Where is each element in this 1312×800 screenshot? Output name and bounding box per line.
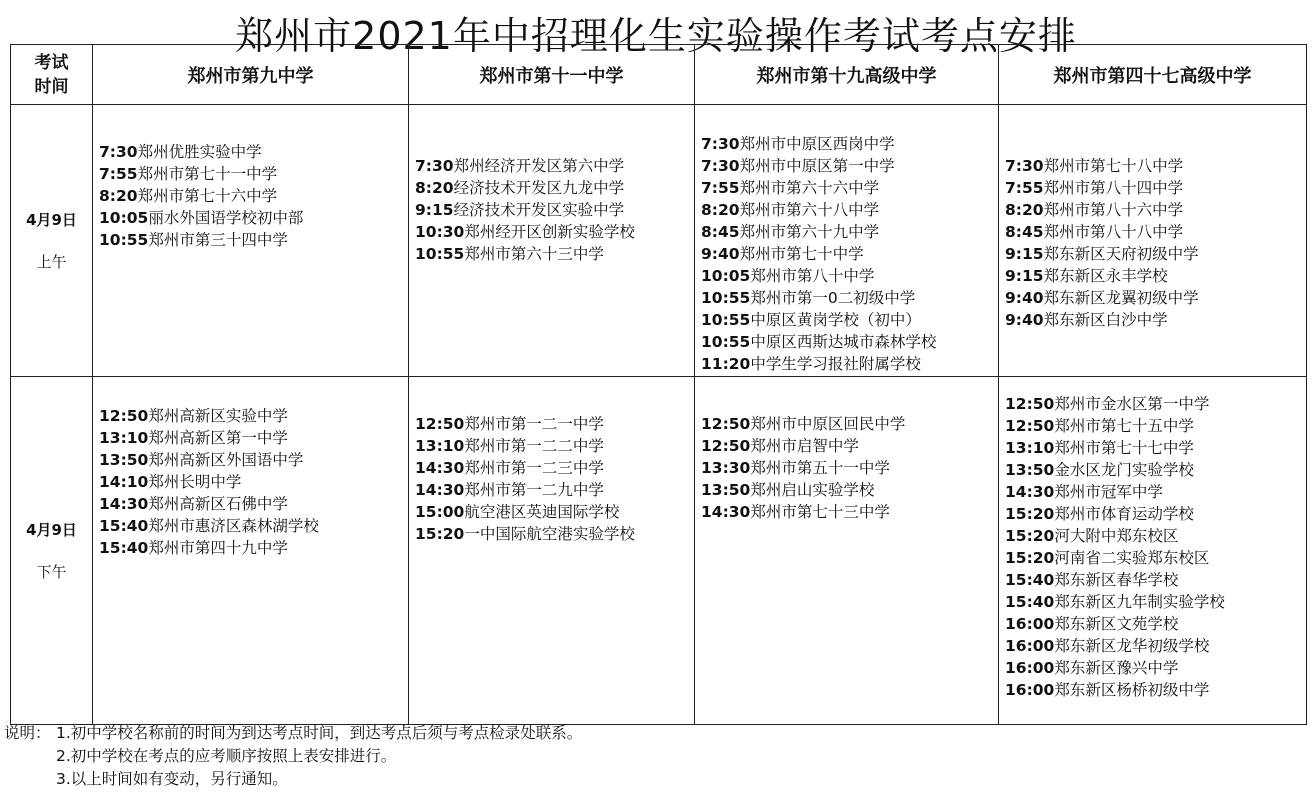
- arrival-time: 16:00: [1005, 659, 1055, 677]
- arrival-time: 10:30: [415, 223, 465, 241]
- arrival-time: 8:20: [415, 179, 454, 197]
- slot-cell: [999, 377, 1307, 725]
- notes-section: [4, 722, 1304, 791]
- afternoon-row: [11, 377, 1307, 725]
- school-name: 郑州经开区创新实验学校: [464, 223, 635, 241]
- slot-item: [701, 199, 992, 221]
- arrival-time: 9:40: [1005, 311, 1044, 329]
- arrival-time: 7:30: [1005, 157, 1044, 175]
- arrival-time: 7:55: [701, 179, 740, 197]
- slot-item: [1005, 657, 1300, 679]
- slot-item: [701, 479, 992, 501]
- slot-item: [701, 331, 992, 353]
- school-name: 航空港区英迪国际学校: [464, 503, 620, 521]
- slot-item: [701, 309, 992, 331]
- arrival-time: 15:20: [415, 525, 465, 543]
- school-name: 郑州市第五十一中学: [750, 459, 890, 477]
- slot-item: [415, 523, 688, 545]
- slot-list: [409, 105, 694, 265]
- slot-item: [99, 537, 402, 559]
- slot-item: [99, 141, 402, 163]
- school-name: 中学生学习报社附属学校: [750, 355, 921, 373]
- slot-item: [1005, 155, 1300, 177]
- school-name: 郑州市第六十六中学: [739, 179, 880, 197]
- slot-item: [415, 457, 688, 479]
- slot-item: [99, 229, 402, 251]
- slot-item: [701, 353, 992, 375]
- school-name: 郑州市中原区西岗中学: [739, 135, 895, 153]
- arrival-time: 15:40: [99, 517, 149, 535]
- school-name: 河大附中郑东校区: [1054, 527, 1179, 545]
- slot-cell: [93, 377, 409, 725]
- schedule-table: [10, 44, 1307, 725]
- slot-item: [1005, 437, 1300, 459]
- arrival-time: 15:00: [415, 503, 465, 521]
- morning-row: [11, 105, 1307, 377]
- school-name: 郑州市第七十五中学: [1054, 417, 1194, 435]
- school-name: 郑州市第一0二初级中学: [750, 289, 916, 307]
- school-name: 郑州市第八十四中学: [1043, 179, 1184, 197]
- arrival-time: 12:50: [1005, 395, 1055, 413]
- slot-item: [701, 155, 992, 177]
- slot-item: [1005, 481, 1300, 503]
- slot-item: [415, 479, 688, 501]
- school-name: 郑州市第八十八中学: [1043, 223, 1184, 241]
- school-name: 郑州市中原区回民中学: [750, 415, 906, 433]
- slot-item: [1005, 221, 1300, 243]
- school-name: 郑州市第四十九中学: [148, 539, 288, 557]
- arrival-time: 11:20: [701, 355, 751, 373]
- slot-cell: [695, 377, 999, 725]
- arrival-time: 15:20: [1005, 549, 1055, 567]
- arrival-time: 8:20: [701, 201, 740, 219]
- slot-item: [1005, 591, 1300, 613]
- time-header-line-1: 考试: [34, 52, 69, 73]
- exam-date: 4月9日: [26, 210, 77, 229]
- arrival-time: 8:45: [1005, 223, 1044, 241]
- slot-item: [1005, 243, 1300, 265]
- slot-list: [93, 377, 408, 559]
- slot-item: [415, 243, 688, 265]
- notes-label: 说明：: [4, 724, 51, 742]
- arrival-time: 8:45: [701, 223, 740, 241]
- slot-item: [99, 427, 402, 449]
- arrival-time: 7:30: [99, 143, 138, 161]
- school-name: 郑州市第一二三中学: [464, 459, 604, 477]
- school-name: 郑州市第一二一中学: [464, 415, 604, 433]
- slot-item: [415, 221, 688, 243]
- arrival-time: 7:30: [701, 157, 740, 175]
- arrival-time: 15:20: [1005, 505, 1055, 523]
- school-name: 郑州市中原区第一中学: [739, 157, 895, 175]
- slot-list: [695, 377, 998, 523]
- school-name: 金水区龙门实验学校: [1054, 461, 1194, 479]
- arrival-time: 9:15: [1005, 267, 1044, 285]
- slot-item: [99, 185, 402, 207]
- slot-cell: [93, 105, 409, 377]
- arrival-time: 14:10: [99, 473, 149, 491]
- arrival-time: 13:10: [1005, 439, 1055, 457]
- slot-list: [409, 377, 694, 545]
- school-name: 郑东新区龙翼初级中学: [1043, 289, 1199, 307]
- school-name: 郑东新区豫兴中学: [1054, 659, 1179, 677]
- arrival-time: 13:50: [1005, 461, 1055, 479]
- arrival-time: 12:50: [701, 437, 751, 455]
- afternoon-time-cell: [11, 377, 93, 725]
- school-name: 郑州市体育运动学校: [1054, 505, 1194, 523]
- note-text: 1.初中学校名称前的时间为到达考点时间，到达考点后须与考点检录处联系。: [56, 724, 583, 742]
- school-name: 郑东新区永丰学校: [1043, 267, 1168, 285]
- time-header-line-2: 时间: [34, 76, 69, 97]
- slot-item: [99, 405, 402, 427]
- slot-item: [1005, 635, 1300, 657]
- exam-date: 4月9日: [26, 520, 77, 539]
- slot-item: [701, 265, 992, 287]
- school-name: 郑州高新区实验中学: [148, 407, 288, 425]
- school-name: 郑州市第八十六中学: [1043, 201, 1184, 219]
- school-name: 郑州市第七十八中学: [1043, 157, 1184, 175]
- note-line: [4, 722, 1304, 745]
- slot-item: [99, 207, 402, 229]
- school-name: 郑州启山实验学校: [750, 481, 875, 499]
- arrival-time: 14:30: [701, 503, 751, 521]
- slot-item: [1005, 569, 1300, 591]
- school-name: 郑州市第七十七中学: [1054, 439, 1194, 457]
- school-name: 郑州市第七十中学: [739, 245, 864, 263]
- arrival-time: 10:55: [701, 289, 751, 307]
- slot-item: [1005, 309, 1300, 331]
- slot-list: [999, 377, 1306, 701]
- school-name: 郑州优胜实验中学: [137, 143, 262, 161]
- page-title: 郑州市2021年中招理化生实验操作考试考点安排: [235, 14, 1077, 58]
- arrival-time: 16:00: [1005, 637, 1055, 655]
- slot-item: [415, 177, 688, 199]
- arrival-time: 14:30: [415, 459, 465, 477]
- slot-item: [1005, 287, 1300, 309]
- slot-item: [701, 221, 992, 243]
- slot-list: [999, 105, 1306, 331]
- arrival-time: 15:40: [1005, 593, 1055, 611]
- school-name: 郑州市第八十中学: [750, 267, 875, 285]
- arrival-time: 13:50: [99, 451, 149, 469]
- school-name: 郑州经济开发区第六中学: [453, 157, 625, 175]
- slot-item: [701, 435, 992, 457]
- arrival-time: 9:15: [415, 201, 454, 219]
- slot-list: [695, 105, 998, 375]
- slot-item: [701, 177, 992, 199]
- arrival-time: 13:30: [701, 459, 751, 477]
- school-name: 经济技术开发区九龙中学: [453, 179, 625, 197]
- arrival-time: 14:30: [99, 495, 149, 513]
- arrival-time: 12:50: [415, 415, 465, 433]
- slot-item: [1005, 679, 1300, 701]
- slot-item: [1005, 459, 1300, 481]
- header-row: [11, 45, 1307, 105]
- slot-item: [701, 133, 992, 155]
- school-name: 郑州市第六十八中学: [739, 201, 880, 219]
- slot-item: [701, 287, 992, 309]
- slot-item: [99, 515, 402, 537]
- arrival-time: 7:55: [99, 165, 138, 183]
- slot-item: [701, 413, 992, 435]
- slot-item: [1005, 265, 1300, 287]
- arrival-time: 7:55: [1005, 179, 1044, 197]
- slot-item: [415, 501, 688, 523]
- arrival-time: 7:30: [415, 157, 454, 175]
- school-name: 郑东新区春华学校: [1054, 571, 1179, 589]
- school-name: 郑东新区文苑学校: [1054, 615, 1179, 633]
- school-name: 郑州市第三十四中学: [148, 231, 288, 249]
- school-name: 郑州市金水区第一中学: [1054, 395, 1210, 413]
- slot-item: [701, 243, 992, 265]
- slot-item: [1005, 177, 1300, 199]
- school-name: 河南省二实验郑东校区: [1054, 549, 1210, 567]
- arrival-time: 10:55: [701, 311, 751, 329]
- arrival-time: 12:50: [99, 407, 149, 425]
- venue-header-2: 郑州市第十一中学: [409, 45, 695, 105]
- school-name: 丽水外国语学校初中部: [148, 209, 304, 227]
- note-text: 3.以上时间如有变动，另行通知。: [56, 770, 288, 788]
- slot-item: [99, 471, 402, 493]
- arrival-time: 10:05: [99, 209, 149, 227]
- arrival-time: 10:55: [701, 333, 751, 351]
- slot-item: [1005, 503, 1300, 525]
- arrival-time: 10:55: [415, 245, 465, 263]
- arrival-time: 8:20: [1005, 201, 1044, 219]
- arrival-time: 7:30: [701, 135, 740, 153]
- slot-list: [93, 105, 408, 251]
- school-name: 郑州市第六十三中学: [464, 245, 604, 263]
- arrival-time: 14:30: [415, 481, 465, 499]
- arrival-time: 10:05: [701, 267, 751, 285]
- arrival-time: 9:40: [701, 245, 740, 263]
- school-name: 郑州市启智中学: [750, 437, 859, 455]
- arrival-time: 12:50: [701, 415, 751, 433]
- arrival-time: 16:00: [1005, 615, 1055, 633]
- slot-item: [1005, 393, 1300, 415]
- time-column-header: [11, 45, 93, 105]
- arrival-time: 15:40: [1005, 571, 1055, 589]
- school-name: 郑东新区九年制实验学校: [1054, 593, 1225, 611]
- exam-period: 上午: [36, 252, 67, 271]
- slot-item: [99, 163, 402, 185]
- slot-item: [415, 155, 688, 177]
- school-name: 郑州市冠军中学: [1054, 483, 1163, 501]
- arrival-time: 14:30: [1005, 483, 1055, 501]
- arrival-time: 16:00: [1005, 681, 1055, 699]
- slot-cell: [695, 105, 999, 377]
- school-name: 中原区西斯达城市森林学校: [750, 333, 937, 351]
- slot-item: [701, 501, 992, 523]
- arrival-time: 9:15: [1005, 245, 1044, 263]
- school-name: 一中国际航空港实验学校: [464, 525, 635, 543]
- venue-header-3: 郑州市第十九高级中学: [695, 45, 999, 105]
- school-name: 郑州市第六十九中学: [739, 223, 880, 241]
- school-name: 郑东新区白沙中学: [1043, 311, 1168, 329]
- arrival-time: 15:40: [99, 539, 149, 557]
- school-name: 经济技术开发区实验中学: [453, 201, 625, 219]
- slot-cell: [409, 377, 695, 725]
- arrival-time: 15:20: [1005, 527, 1055, 545]
- exam-period: 下午: [36, 562, 67, 581]
- school-name: 郑州长明中学: [148, 473, 242, 491]
- slot-item: [1005, 199, 1300, 221]
- school-name: 郑州市第一二九中学: [464, 481, 604, 499]
- school-name: 郑州市第七十一中学: [137, 165, 278, 183]
- arrival-time: 8:20: [99, 187, 138, 205]
- slot-item: [701, 457, 992, 479]
- slot-cell: [999, 105, 1307, 377]
- slot-item: [415, 413, 688, 435]
- school-name: 郑东新区龙华初级学校: [1054, 637, 1210, 655]
- slot-item: [99, 449, 402, 471]
- arrival-time: 13:10: [99, 429, 149, 447]
- venue-header-4: 郑州市第四十七高级中学: [999, 45, 1307, 105]
- school-name: 郑州高新区石佛中学: [148, 495, 288, 513]
- arrival-time: 12:50: [1005, 417, 1055, 435]
- school-name: 郑州市第七十三中学: [750, 503, 890, 521]
- note-line: [4, 768, 1304, 791]
- school-name: 中原区黄岗学校（初中）: [750, 311, 921, 329]
- school-name: 郑东新区杨桥初级中学: [1054, 681, 1210, 699]
- school-name: 郑州市惠济区森林湖学校: [148, 517, 319, 535]
- arrival-time: 9:40: [1005, 289, 1044, 307]
- arrival-time: 13:10: [415, 437, 465, 455]
- school-name: 郑州高新区第一中学: [148, 429, 288, 447]
- slot-item: [1005, 415, 1300, 437]
- note-line: [4, 745, 1304, 768]
- slot-item: [415, 199, 688, 221]
- slot-item: [1005, 525, 1300, 547]
- slot-item: [415, 435, 688, 457]
- school-name: 郑州市第一二二中学: [464, 437, 604, 455]
- slot-item: [99, 493, 402, 515]
- arrival-time: 13:50: [701, 481, 751, 499]
- note-text: 2.初中学校在考点的应考顺序按照上表安排进行。: [56, 747, 397, 765]
- slot-item: [1005, 547, 1300, 569]
- arrival-time: 10:55: [99, 231, 149, 249]
- school-name: 郑东新区天府初级中学: [1043, 245, 1199, 263]
- slot-item: [1005, 613, 1300, 635]
- venue-header-1: 郑州市第九中学: [93, 45, 409, 105]
- morning-time-cell: [11, 105, 93, 377]
- school-name: 郑州高新区外国语中学: [148, 451, 304, 469]
- school-name: 郑州市第七十六中学: [137, 187, 278, 205]
- slot-cell: [409, 105, 695, 377]
